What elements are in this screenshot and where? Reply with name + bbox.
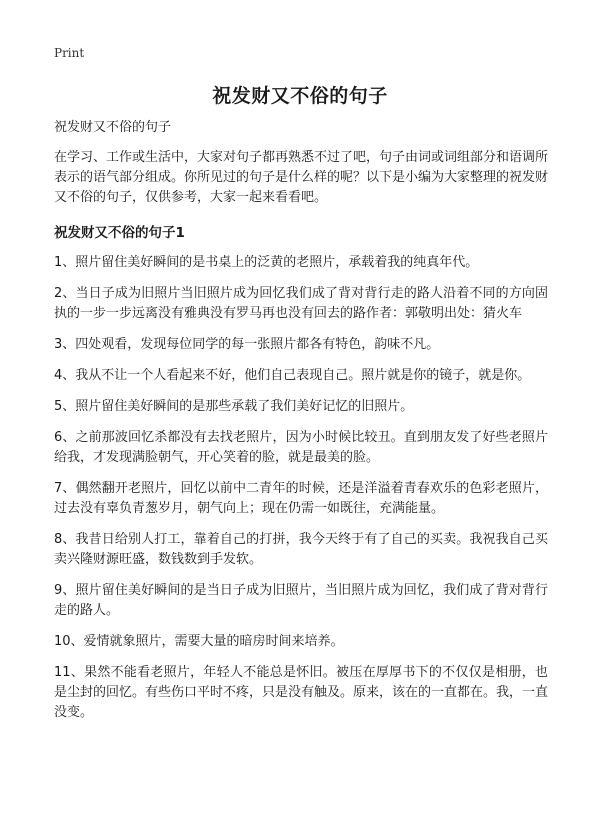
print-link[interactable]: Print	[54, 46, 85, 60]
intro-paragraph: 在学习、工作或生活中，大家对句子都再熟悉不过了吧，句子由词或词组部分和语调所表示的语气部分组成。你所见过的句子是什么样的呢？以下是小编为大家整理的祝发财又不俗的句子，仅供参考，大家一起来看看吧。	[54, 150, 549, 205]
list-item: 1、照片留住美好瞬间的是书桌上的泛黄的老照片，承载着我的纯真年代。	[54, 255, 479, 270]
list-item: 2、当日子成为旧照片当旧照片成为回忆我们成了背对背行走的路人沿着不同的方向固执的一步一步远离没有雅典没有罗马再也没有回去的路作者：郭敬明出处：猜火车	[54, 286, 548, 321]
page-title: 祝发财又不俗的句子	[212, 85, 388, 107]
list-item: 10、爱情就象照片，需要大量的暗房时间来培养。	[54, 634, 344, 649]
list-item: 11、果然不能看老照片，年轻人不能总是怀旧。被压在厚厚书下的不仅仅是相册，也是尘封的回忆。有些伤口平时不疼，只是没有触及。原来，该在的一直都在。我，一直没变。	[54, 665, 549, 720]
list-item: 5、照片留住美好瞬间的是那些承载了我们美好记忆的旧照片。	[54, 399, 414, 414]
article-body	[54, 118, 548, 734]
list-item: 6、之前那波回忆杀都没有去找老照片，因为小时候比较丑。直到朋友发了好些老照片给我，才发现满脸朝气，开心笑着的脸，就是最美的脸。	[54, 430, 548, 465]
list-item: 4、我从不让一个人看起来不好，他们自己表现自己。照片就是你的镜子，就是你。	[54, 368, 531, 383]
list-item: 7、偶然翻开老照片，回忆以前中二青年的时候，还是洋溢着青春欢乐的色彩老照片，过去没有辜负青葱岁月，朝气向上；现在仍需一如既往，充满能量。	[54, 481, 548, 516]
list-item: 3、四处观看，发现每位同学的每一张照片都各有特色，韵味不凡。	[54, 337, 440, 352]
section-heading: 祝发财又不俗的句子1	[54, 225, 185, 241]
list-item: 9、照片留住美好瞬间的是当日子成为旧照片，当旧照片成为回忆，我们成了背对背行走的路人。	[54, 583, 548, 618]
article-subtitle: 祝发财又不俗的句子	[54, 120, 172, 135]
list-item: 8、我昔日给别人打工，靠着自己的打拼，我今天终于有了自己的买卖。我祝我自己买卖兴隆财源旺盛，数钱数到手发软。	[54, 532, 548, 567]
